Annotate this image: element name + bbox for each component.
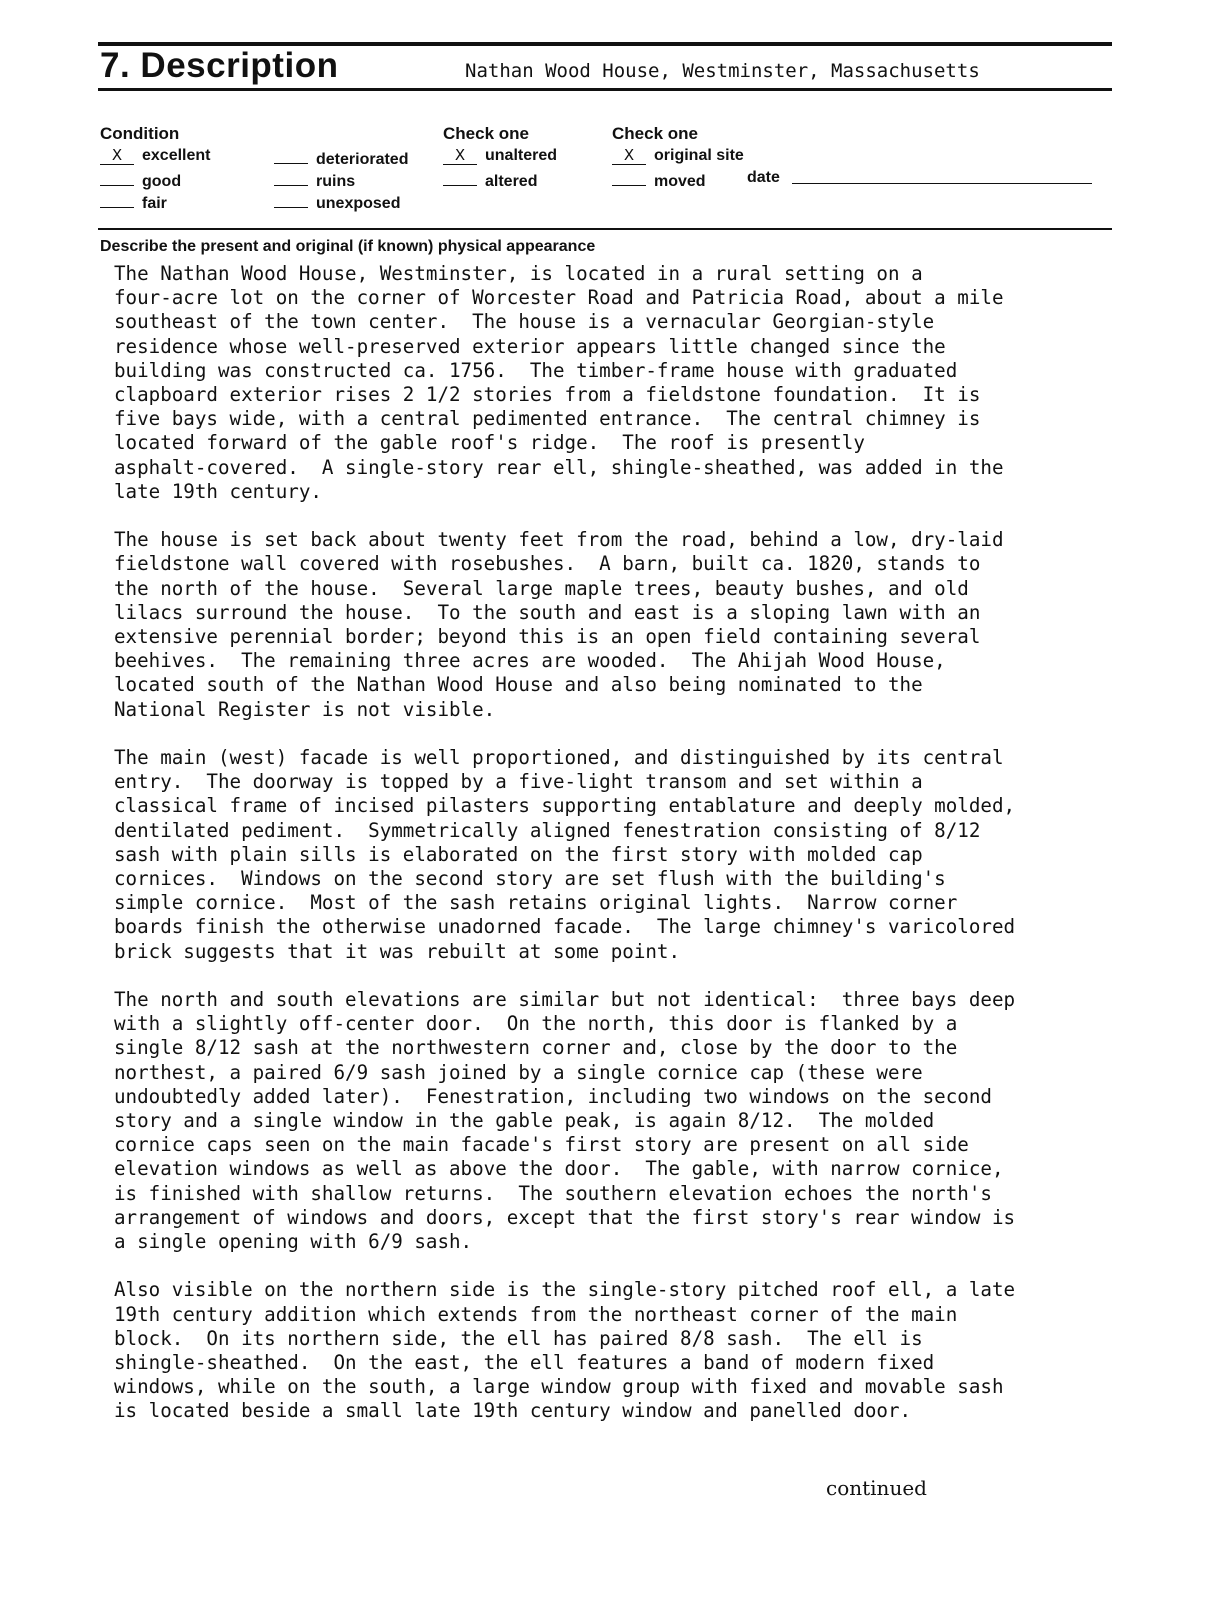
form-bottom-rule <box>98 228 1112 230</box>
checkbox-mark[interactable] <box>443 169 477 186</box>
option-label: moved <box>654 173 706 190</box>
option-label: good <box>142 173 182 190</box>
description-paragraph: The main (west) facade is well proportioned, and distinguished by its central entry. The doorway is topped by a five-light transom and set within a classical frame of incised pilasters supporting entablature and deeply molded, dentilated pediment. Symmetrically aligned fenestration consisting of 8/12 sash with plain sills is elaborated on the first story with molded cap cornices. Windows on the second story are set flush with the building's simple cornice. Most of the sash retains original lights. Narrow corner boards finish the otherwise unadorned facade. The large chimney's varicolored brick suggests that it was rebuilt at some point. <box>114 746 1016 963</box>
option-label: altered <box>485 173 538 190</box>
checkbox-mark[interactable] <box>100 169 134 186</box>
alteration-heading: Check one <box>443 124 529 143</box>
condition-option-unexposed[interactable] <box>274 191 400 213</box>
site-heading: Check one <box>612 124 698 143</box>
date-label: date <box>747 169 780 186</box>
condition-heading: Condition <box>100 124 180 143</box>
header-bottom-rule <box>98 88 1112 91</box>
alteration-option-altered[interactable] <box>443 169 537 191</box>
condition-option-deteriorated[interactable] <box>274 147 408 169</box>
description-paragraph: The house is set back about twenty feet from the road, behind a low, dry-laid fieldstone wall covered with rosebushes. A barn, built ca. 1820, stands to the north of the house. Several large maple trees, beauty bushes, and old lilacs surround the house. To the south and east is a sloping lawn with an extensive perennial border; beyond this is an open field containing several beehives. The remaining three acres are wooded. The Ahijah Wood House, located south of the Nathan Wood House and also being nominated to the National Register is not visible. <box>114 528 1004 721</box>
description-paragraph: The Nathan Wood House, Westminster, is located in a rural setting on a four-acre lot on the corner of Worcester Road and Patricia Road, about a mile southeast of the town center. The house is a vernacular Georgian-style residence whose well-preserved exterior appears little changed since the building was constructed ca. 1756. The timber-frame house with graduated clapboard exterior rises 2 1/2 stories from a fieldstone foundation. It is five bays wide, with a central pedimented entrance. The central chimney is located forward of the gable roof's ridge. The roof is presently asphalt-covered. A single-story rear ell, shingle-sheathed, was added in the late 19th century. <box>114 262 1004 503</box>
date-field[interactable] <box>792 183 1092 184</box>
option-label: ruins <box>316 173 356 190</box>
property-name-line: Nathan Wood House, Westminster, Massachusetts <box>465 60 980 82</box>
checkbox-mark[interactable]: X <box>443 148 477 165</box>
option-label: original site <box>654 147 744 164</box>
option-label: fair <box>142 195 167 212</box>
checkbox-mark[interactable] <box>100 191 134 208</box>
option-label: unaltered <box>485 147 558 164</box>
option-label: deteriorated <box>316 151 409 168</box>
checkbox-mark[interactable] <box>274 147 308 164</box>
description-paragraph: Also visible on the northern side is the single-story pitched roof ell, a late 19th century addition which extends from the northeast corner of the main block. On its northern side, the ell has paired 8/8 sash. The ell is shingle-sheathed. On the east, the ell features a band of modern fixed windows, while on the south, a large window group with fixed and movable sash is located beside a small late 19th century window and panelled door. <box>114 1278 1016 1423</box>
description-paragraph: The north and south elevations are similar but not identical: three bays deep with a slightly off-center door. On the north, this door is flanked by a single 8/12 sash at the northwestern corner and, close by the door to the northest, a paired 6/9 sash joined by a single cornice cap (these were undoubtedly added later). Fenestration, including two windows on the second story and a single window in the gable peak, is again 8/12. The molded cornice caps seen on the main facade's first story are present on all side elevation windows as well as above the door. The gable, with narrow cornice, is finished with shallow returns. The southern elevation echoes the north's arrangement of windows and doors, except that the first story's rear window is a single opening with 6/9 sash. <box>114 988 1016 1254</box>
condition-option-ruins[interactable] <box>274 169 355 191</box>
description-body <box>114 262 1124 1448</box>
checkbox-mark[interactable] <box>274 191 308 208</box>
checkbox-mark[interactable]: X <box>100 148 134 165</box>
condition-option-excellent[interactable] <box>100 147 210 165</box>
description-label: Describe the present and original (if known) physical appearance <box>100 238 596 255</box>
checkbox-mark[interactable]: X <box>612 148 646 165</box>
checkbox-mark[interactable] <box>274 169 308 186</box>
condition-option-fair[interactable] <box>100 191 167 213</box>
continued-note: continued <box>826 1476 927 1500</box>
site-option-moved[interactable] <box>612 169 706 191</box>
option-label: unexposed <box>316 195 401 212</box>
alteration-option-unaltered[interactable] <box>443 147 557 165</box>
site-option-original[interactable] <box>612 147 744 165</box>
checkbox-mark[interactable] <box>612 169 646 186</box>
condition-option-good[interactable] <box>100 169 181 191</box>
option-label: excellent <box>142 147 211 164</box>
section-title: 7. Description <box>100 46 339 85</box>
